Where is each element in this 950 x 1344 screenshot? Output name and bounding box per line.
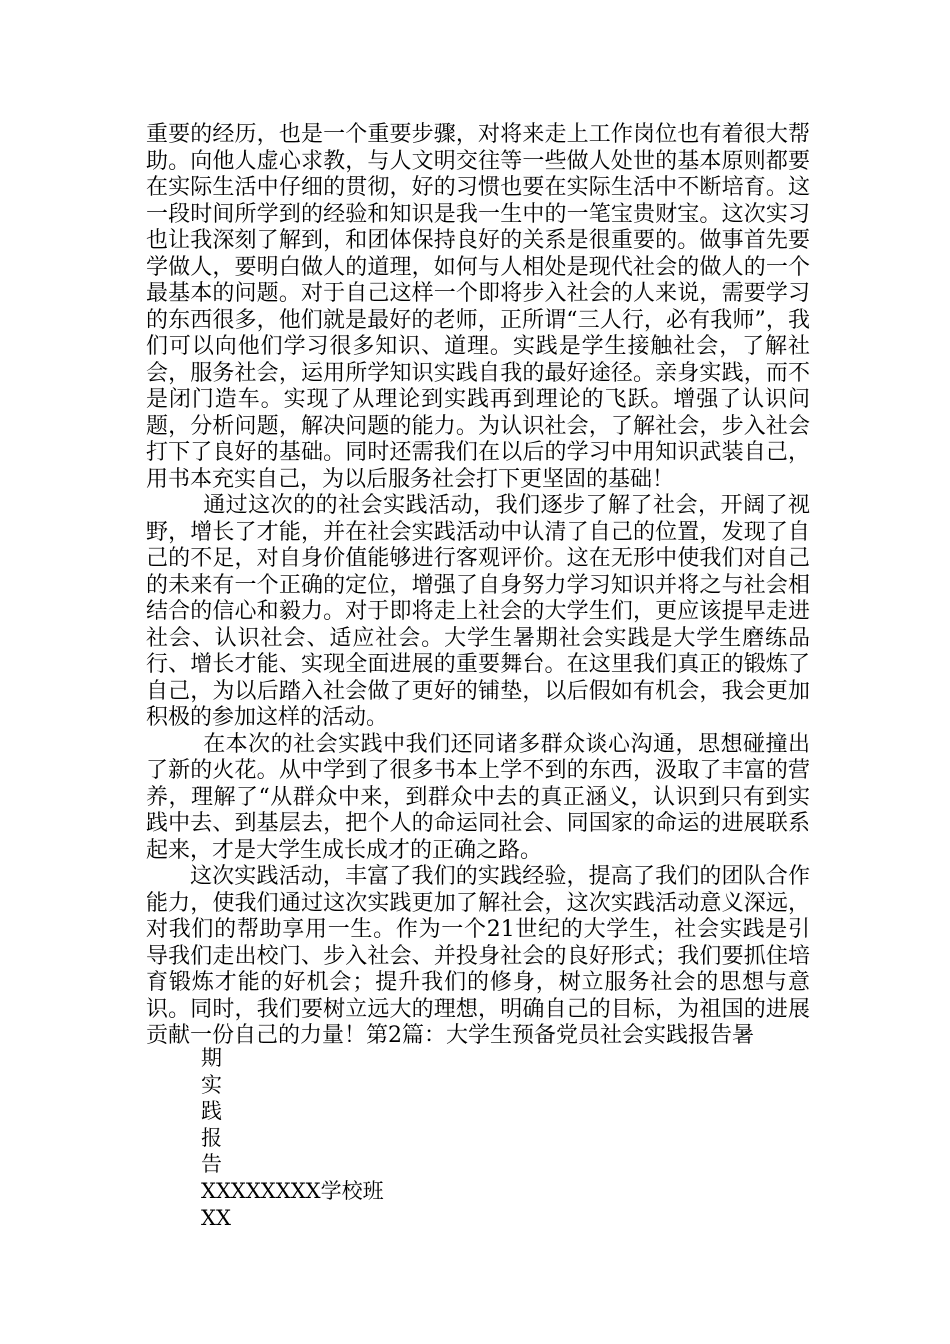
vertical-line-4: 报 — [201, 1125, 222, 1150]
document-body — [146, 122, 810, 1050]
vertical-title-lines — [201, 1045, 384, 1231]
school-class-line: XXXXXXXX学校班 — [201, 1178, 384, 1203]
paragraph-1: 重要的经历，也是一个重要步骤，对将来走上工作岗位也有着很大帮助。向他人虚心求教，与人文明交往等一些做人处世的基本原则都要在实际生活中仔细的贯彻，好的习惯也要在实际生活中不断培育。这一段时间所学到的经验和知识是我一生中的一笔宝贵财宝。这次实习也让我深刻了解到，和团体保持良好的关系是很重要的。做事首先要学做人，要明白做人的道理，如何与人相处是现代社会的做人的一个最基本的问题。对于自己这样一个即将步入社会的人来说，需要学习的东西很多，他们就是最好的老师，正所谓“三人行，必有我师”，我们可以向他们学习很多知识、道理。实践是学生接触社会，了解社会，服务社会，运用所学知识实践自我的最好途径。亲身实践，而不是闭门造车。实现了从理论到实践再到理论的飞跃。增强了认识问题，分析问题，解决问题的能力。为认识社会，了解社会，步入社会打下了良好的基础。同时还需我们在以后的学习中用知识武装自己，用书本充实自己，为以后服务社会打下更坚固的基础！ — [146, 122, 810, 492]
paragraph-4: 这次实践活动，丰富了我们的实践经验，提高了我们的团队合作能力，使我们通过这次实践更加了解社会，这次实践活动意义深远，对我们的帮助享用一生。作为一个21世纪的大学生，社会实践是引导我们走出校门、步入社会、并投身社会的良好形式；我们要抓住培育锻炼才能的好机会；提升我们的修身，树立服务社会的思想与意识。同时，我们要树立远大的理想，明确自己的目标，为祖国的进展贡献一份自己的力量！第2篇：大学生预备党员社会实践报告暑 — [146, 864, 810, 1048]
vertical-line-1: 期 — [201, 1046, 222, 1070]
paragraph-2: 通过这次的的社会实践活动，我们逐步了解了社会，开阔了视野，增长了才能，并在社会实践活动中认清了自己的位置，发现了自己的不足，对自身价值能够进行客观评价。这在无形中使我们对自己的未来有一个正确的定位，增强了自身努力学习知识并将之与社会相结合的信心和毅力。对于即将走上社会的大学生们，更应该提早走进社会、认识社会、适应社会。大学生暑期社会实践是大学生磨练品行、增长才能、实现全面进展的重要舞台。在这里我们真正的锻炼了自己，为以后踏入社会做了更好的铺垫，以后假如有机会，我会更加积极的参加这样的活动。 — [146, 493, 810, 730]
vertical-line-5: 告 — [201, 1152, 222, 1177]
placeholder-line: XX — [201, 1205, 231, 1230]
paragraph-3: 在本次的社会实践中我们还同诸多群众谈心沟通，思想碰撞出了新的火花。从中学到了很多书本上学不到的东西，汲取了丰富的营养，理解了“从群众中来，到群众中去的真正涵义，认识到只有到实践中去、到基层去，把个人的命运同社会、同国家的命运的进展联系起来，才是大学生成长成才的正确之路。 — [146, 731, 810, 863]
vertical-line-2: 实 — [201, 1072, 222, 1097]
vertical-line-3: 践 — [201, 1099, 222, 1124]
